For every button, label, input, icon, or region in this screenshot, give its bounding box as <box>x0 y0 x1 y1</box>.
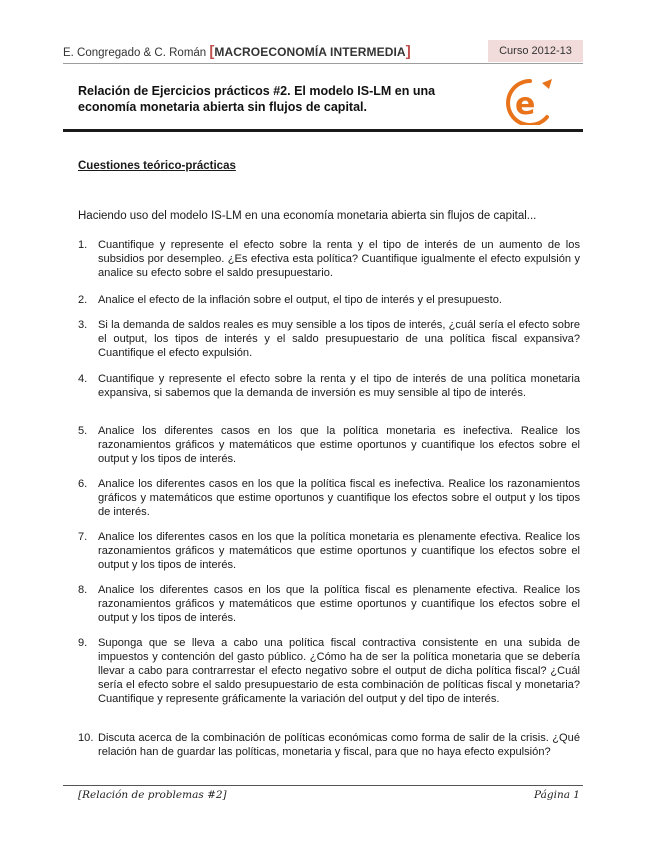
question-text: Cuantifique y represente el efecto sobre la renta y el tipo de interés de un aumento de los subsidios por desempleo. ¿Es efectiva esta política? Cuantifique igualmente el efecto expulsión y analice su efecto sobre el saldo presupuestario. <box>98 239 580 279</box>
question-text: Analice los diferentes casos en los que la política fiscal es plenamente efectiva. Realice los razonamientos gráficos y matemáticos que estime oportunos y cuantifique los efectos sobre el output y los tipos de interés. <box>98 584 580 624</box>
header-title <box>63 43 411 60</box>
intro-text: Haciendo uso del modelo IS-LM en una economía monetaria abierta sin flujos de capital... <box>78 210 537 222</box>
question-number: 10. <box>78 732 94 744</box>
header-bracket-open: [ <box>209 43 215 60</box>
question-item <box>78 238 580 280</box>
question-item <box>78 731 580 759</box>
question-number: 7. <box>78 531 88 543</box>
footer-divider <box>63 785 583 786</box>
question-item <box>78 372 580 400</box>
question-number: 8. <box>78 584 88 596</box>
question-item <box>78 318 580 360</box>
question-item <box>78 636 580 706</box>
question-item <box>78 477 580 519</box>
header-divider <box>63 63 583 64</box>
logo-letter: e <box>515 87 536 122</box>
question-text: Analice los diferentes casos en los que la política monetaria es inefectiva. Realice los razonamientos gráficos y matemáticos que estime oportunos y cuantifique los efectos sobre el output y los tipos de interés. <box>98 425 580 465</box>
question-text: Suponga que se lleva a cabo una política fiscal contractiva consistente en una subida de impuestos y contención del gasto público. ¿Cómo ha de ser la política monetaria que se debería llevar a cabo para contrarrestar el efecto negativo sobre el output de dicha política fiscal? ¿Cuál sería el efecto sobre el saldo presupuestario de esta combinación de políticas fiscal y monetaria? Cuantifique y represente gráficamente la variación del output y del tipo de interés. <box>98 637 580 705</box>
question-number: 5. <box>78 425 88 437</box>
question-number: 6. <box>78 478 88 490</box>
question-text: Cuantifique y represente el efecto sobre la renta y el tipo de interés de una política monetaria expansiva, si sabemos que la demanda de inversión es muy sensible al tipo de interés. <box>98 373 580 399</box>
question-item <box>78 530 580 572</box>
header-course-badge: Curso 2012-13 <box>488 40 583 62</box>
question-text: Discuta acerca de la combinación de políticas económicas como forma de salir de la crisis. ¿Qué relación han de guardar las políticas, monetaria y fiscal, para que no haya efecto expulsión? <box>98 732 580 758</box>
question-text: Analice los diferentes casos en los que la política monetaria es plenamente efectiva. Realice los razonamientos gráficos y matemáticos que estime oportunos y cuantifique los efectos sobre el output y los tipos de interés. <box>98 531 580 571</box>
question-item <box>78 293 580 307</box>
header-subject: MACROECONOMÍA INTERMEDIA <box>214 45 406 59</box>
question-text: Analice los diferentes casos en los que la política fiscal es inefectiva. Realice los razonamientos gráficos y matemáticos que estime oportunos y cuantifique los efectos sobre el output y los tipos de interés. <box>98 478 580 518</box>
page-header <box>63 40 583 64</box>
question-text: Analice el efecto de la inflación sobre el output, el tipo de interés y el presupuesto. <box>98 294 502 306</box>
section-title: Cuestiones teórico-prácticas <box>78 160 236 172</box>
title-divider <box>63 129 583 132</box>
question-text: Si la demanda de saldos reales es muy sensible a los tipos de interés, ¿cuál sería el efecto sobre el output, los tipos de interés y el saldo presupuestario de una política fiscal expansiva? Cuantifique el efecto expulsión. <box>98 319 580 359</box>
question-number: 2. <box>78 294 88 306</box>
university-logo-icon <box>497 77 555 125</box>
question-number: 4. <box>78 373 88 385</box>
question-number: 3. <box>78 319 88 331</box>
footer-left-label: [Relación de problemas #2] <box>78 789 227 801</box>
question-item <box>78 424 580 466</box>
header-bracket-close: ] <box>405 43 411 60</box>
question-number: 9. <box>78 637 88 649</box>
header-authors: E. Congregado & C. Román <box>63 47 207 59</box>
page-title: Relación de Ejercicios prácticos #2. El modelo IS-LM en una economía monetaria abierta sin flujos de capital. <box>78 84 436 114</box>
question-number: 1. <box>78 239 88 251</box>
question-item <box>78 583 580 625</box>
page-number: Página 1 <box>534 789 580 801</box>
